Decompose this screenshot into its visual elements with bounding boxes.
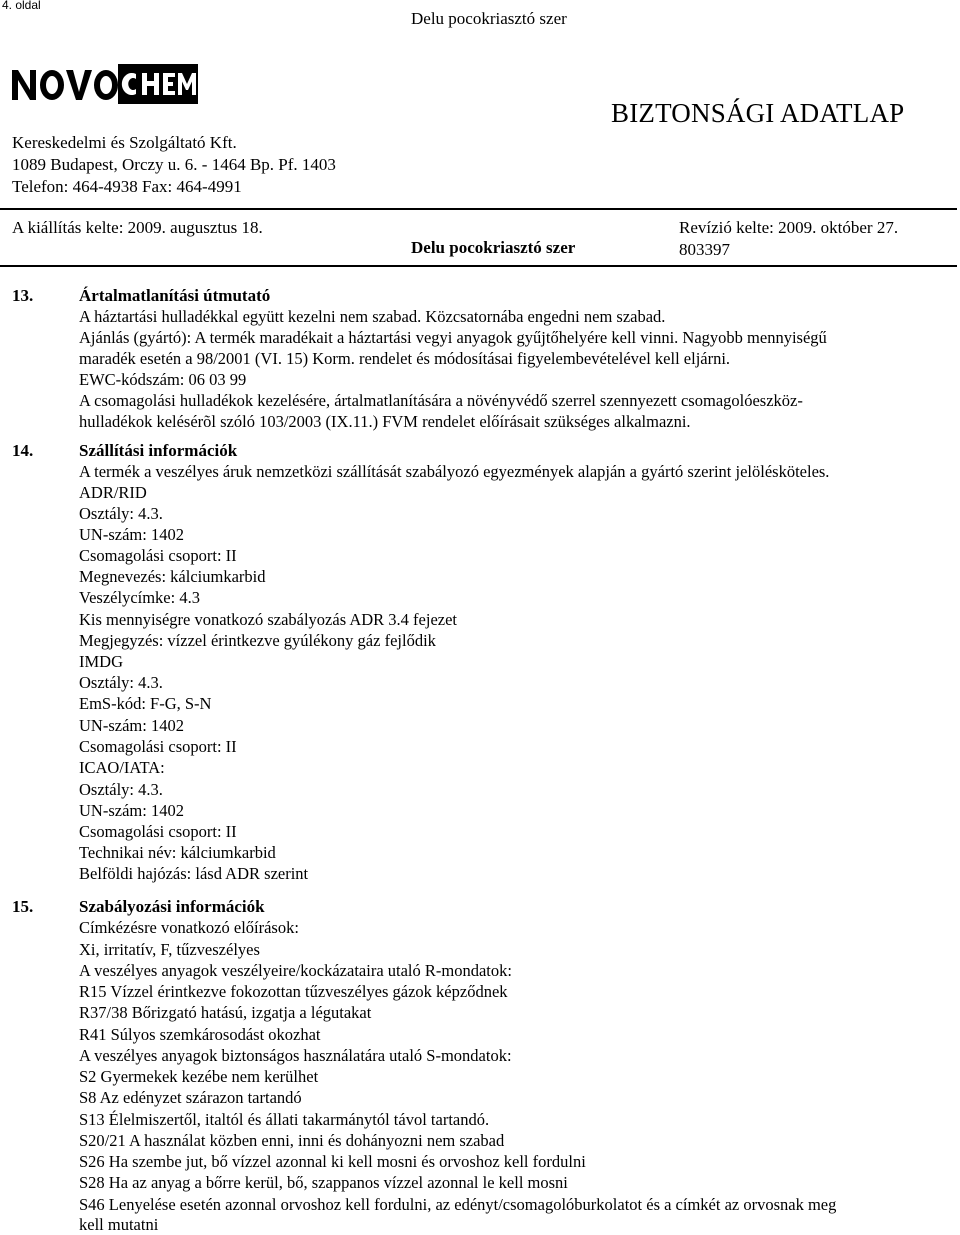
- section-15-line: S28 Ha az anyag a bőrre kerül, bő, szappanos vízzel azonnal le kell mosni: [79, 1173, 568, 1192]
- section-13-line: A háztartási hulladékkal együtt kezelni nem szabad. Közcsatornába engedni nem szabad.: [79, 307, 666, 326]
- section-15-line: A veszélyes anyagok veszélyeire/kockázataira utaló R-mondatok:: [79, 961, 512, 980]
- section-14-line: Technikai név: kálciumkarbid: [79, 843, 276, 862]
- section-15-line: S13 Élelmiszertől, italtól és állati takarmánytól távol tartandó.: [79, 1110, 490, 1129]
- section-14-line: Osztály: 4.3.: [79, 504, 163, 523]
- company-phone: Telefon: 464-4938 Fax: 464-4991: [12, 177, 242, 196]
- section-15-line: S20/21 A használat közben enni, inni és dohányozni nem szabad: [79, 1131, 505, 1150]
- section-14-number: 14.: [12, 441, 34, 460]
- company-info: [12, 132, 336, 198]
- section-15-line: R37/38 Bőrizgató hatású, izgatja a légutakat: [79, 1003, 372, 1022]
- section-15-line: Címkézésre vonatkozó előírások:: [79, 918, 299, 937]
- section-15-line: R41 Súlyos szemkárosodást okozhat: [79, 1025, 321, 1044]
- issue-date: A kiállítás kelte: 2009. augusztus 18.: [12, 218, 263, 237]
- section-14-title: Szállítási információk: [79, 441, 238, 460]
- section-15-line: A veszélyes anyagok biztonságos használatára utaló S-mondatok:: [79, 1046, 512, 1065]
- section-15-number: 15.: [12, 897, 34, 916]
- section-14-line: EmS-kód: F-G, S-N: [79, 694, 212, 713]
- section-14-line: ICAO/IATA:: [79, 758, 165, 777]
- section-15-line: S2 Gyermekek kezébe nem kerülhet: [79, 1067, 319, 1086]
- section-14-line: Csomagolási csoport: II: [79, 822, 237, 841]
- page-number: 4. oldal: [2, 0, 41, 12]
- section-14-line: UN-szám: 1402: [79, 525, 184, 544]
- section-15-line: kell mutatni: [79, 1215, 159, 1234]
- section-14-line: Osztály: 4.3.: [79, 673, 163, 692]
- section-14-line: Osztály: 4.3.: [79, 780, 163, 799]
- section-13-line: hulladékok kelésérõl szóló 103/2003 (IX.11.) FVM rendelet előírásait szükséges alkalmazni.: [79, 412, 691, 431]
- section-13-number: 13.: [12, 286, 34, 305]
- section-14-line: Csomagolási csoport: II: [79, 737, 237, 756]
- company-address: 1089 Budapest, Orczy u. 6. - 1464 Bp. Pf. 1403: [12, 155, 336, 174]
- section-14-line: UN-szám: 1402: [79, 801, 184, 820]
- header-product-name: Delu pocokriasztó szer: [411, 238, 576, 257]
- novochem-logo: [10, 62, 200, 106]
- section-14-line: A termék a veszélyes áruk nemzetközi szállítását szabályozó egyezmények alapján a gyártó szerint jelölésköteles.: [79, 462, 830, 481]
- product-code: 803397: [679, 240, 730, 259]
- section-15-line: S8 Az edényzet szárazon tartandó: [79, 1088, 302, 1107]
- section-14-line: Kis mennyiségre vonatkozó szabályozás ADR 3.4 fejezet: [79, 610, 458, 629]
- section-13-title: Ártalmatlanítási útmutató: [79, 286, 271, 305]
- section-14-line: Megnevezés: kálciumkarbid: [79, 567, 266, 586]
- section-14-line: ADR/RID: [79, 483, 147, 502]
- section-15-line: Xi, irritatív, F, tűzveszélyes: [79, 940, 260, 959]
- section-15-title: Szabályozási információk: [79, 897, 265, 916]
- section-14-line: UN-szám: 1402: [79, 716, 184, 735]
- company-name: Kereskedelmi és Szolgáltató Kft.: [12, 133, 237, 152]
- section-13-line: maradék esetén a 98/2001 (VI. 15) Korm. rendelet és módosításai figyelembevételével kell eljárni.: [79, 349, 731, 368]
- section-13-line: A csomagolási hulladékok kezelésére, ártalmatlanítására a növényvédő szerrel szennyezett csomagolóeszköz-: [79, 391, 803, 410]
- section-14-line: Csomagolási csoport: II: [79, 546, 237, 565]
- product-name-top: Delu pocokriasztó szer: [411, 9, 567, 28]
- section-15-line: R15 Vízzel érintkezve fokozottan tűzveszélyes gázok képződnek: [79, 982, 508, 1001]
- document-title: BIZTONSÁGI ADATLAP: [611, 98, 905, 128]
- section-15-line: S26 Ha szembe jut, bő vízzel azonnal ki kell mosni és orvoshoz kell fordulni: [79, 1152, 586, 1171]
- section-14-line: IMDG: [79, 652, 123, 671]
- revision-date: Revízió kelte: 2009. október 27.: [679, 218, 899, 237]
- section-14-line: Megjegyzés: vízzel érintkezve gyúlékony gáz fejlődik: [79, 631, 436, 650]
- section-14-line: Belföldi hajózás: lásd ADR szerint: [79, 864, 309, 883]
- section-15-line: S46 Lenyelése esetén azonnal orvoshoz kell fordulni, az edényt/csomagolóburkolatot és a címkét az orvosnak meg: [79, 1195, 837, 1214]
- section-13-line: EWC-kódszám: 06 03 99: [79, 370, 247, 389]
- section-14-line: Veszélycímke: 4.3: [79, 588, 200, 607]
- section-13-line: Ajánlás (gyártó): A termék maradékait a háztartási vegyi anyagok gyűjtőhelyére kell vinni. Nagyobb mennyiségű: [79, 328, 827, 347]
